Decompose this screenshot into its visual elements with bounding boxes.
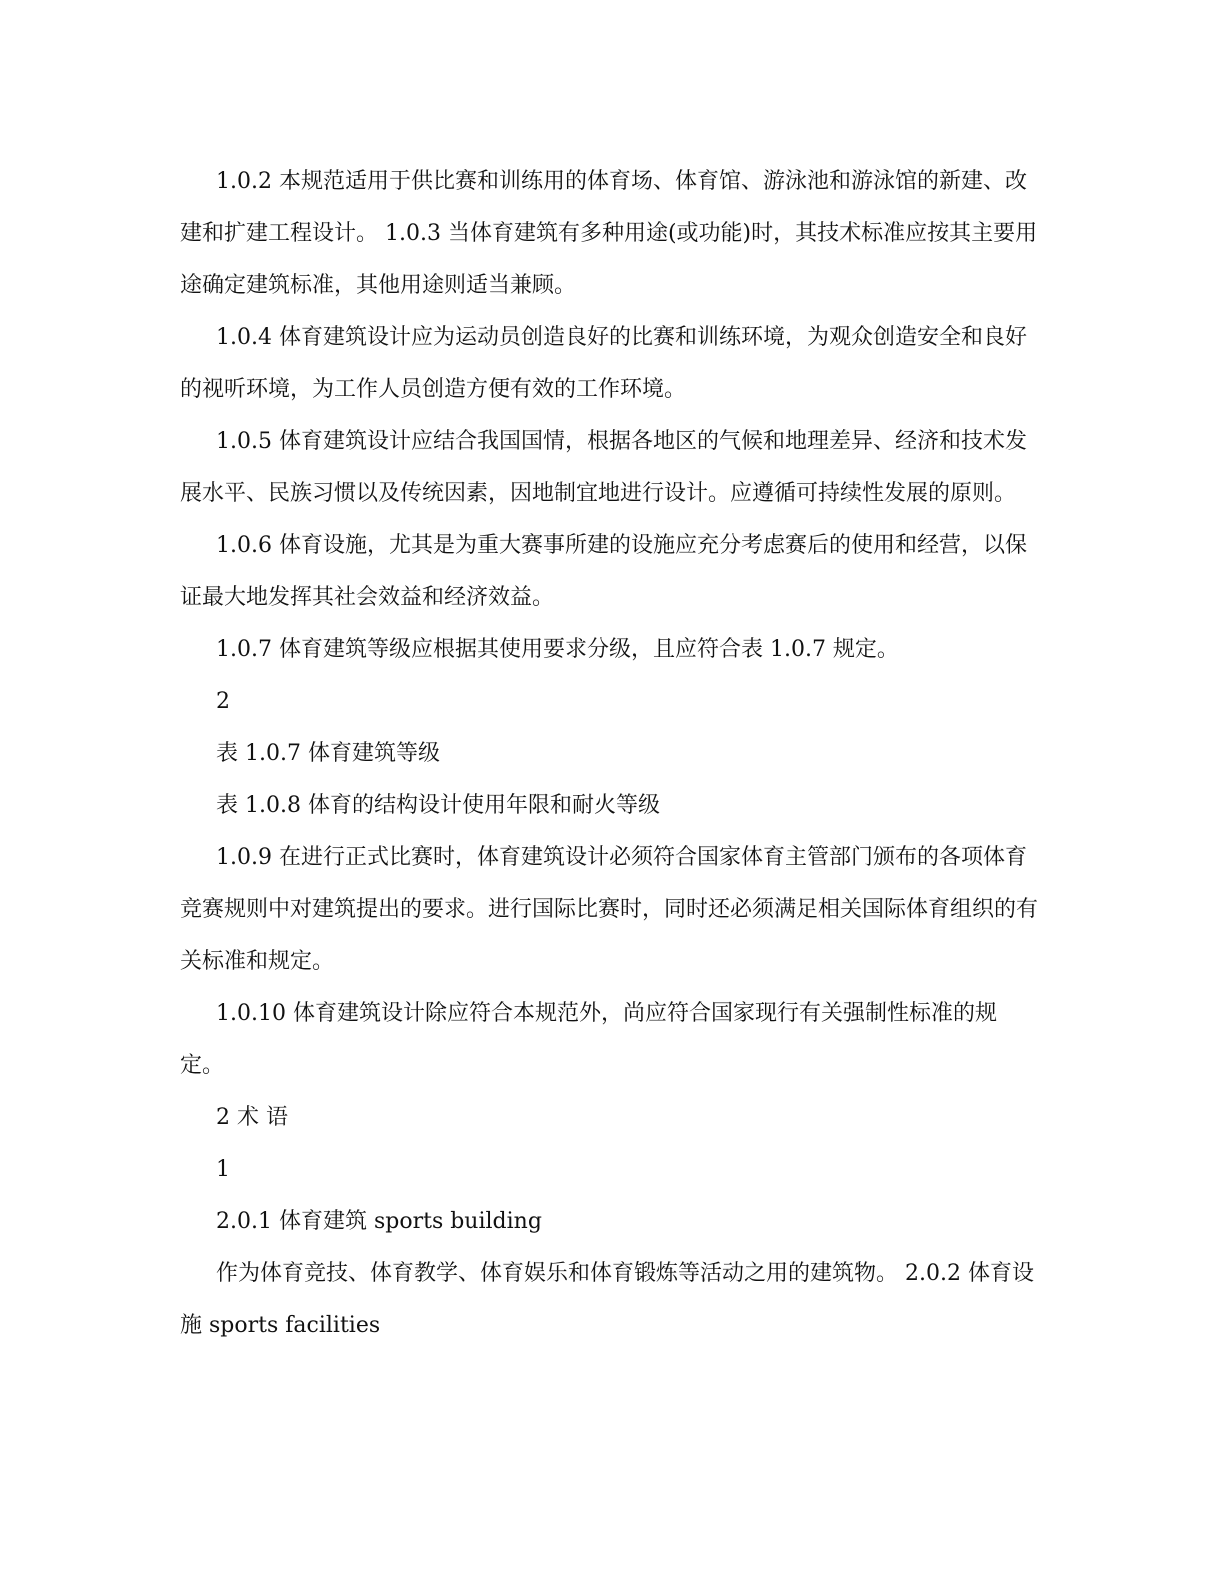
document-body [180, 156, 1040, 1352]
section-heading-terms: 2 术 语 [216, 1105, 288, 1130]
paragraph-1-0-7: 1.0.7 体育建筑等级应根据其使用要求分级，且应符合表 1.0.7 规定。 [216, 637, 899, 662]
page-marker-2: 2 [216, 689, 230, 714]
term-2-0-1-heading: 2.0.1 体育建筑 sports building [216, 1209, 542, 1234]
table-caption-1-0-8: 表 1.0.8 体育的结构设计使用年限和耐火等级 [216, 793, 660, 818]
page-marker-1: 1 [216, 1157, 230, 1182]
paragraph-1-0-10: 1.0.10 体育建筑设计除应符合本规范外，尚应符合国家现行有关强制性标准的规定。 [180, 1001, 997, 1078]
paragraph-1-0-2-and-1-0-3: 1.0.2 本规范适用于供比赛和训练用的体育场、体育馆、游泳池和游泳馆的新建、改建和扩建工程设计。 1.0.3 当体育建筑有多种用途(或功能)时，其技术标准应按其主要用途确定建筑标准，其他用途则适当兼顾。 [180, 169, 1038, 298]
paragraph-1-0-9: 1.0.9 在进行正式比赛时，体育建筑设计必须符合国家体育主管部门颁布的各项体育竞赛规则中对建筑提出的要求。进行国际比赛时，同时还必须满足相关国际体育组织的有关标准和规定。 [180, 845, 1039, 974]
term-2-0-1-definition-and-2-0-2: 作为体育竞技、体育教学、体育娱乐和体育锻炼等活动之用的建筑物。 2.0.2 体育设施 sports facilities [180, 1261, 1034, 1338]
paragraph-1-0-6: 1.0.6 体育设施，尤其是为重大赛事所建的设施应充分考虑赛后的使用和经营，以保证最大地发挥其社会效益和经济效益。 [180, 533, 1027, 610]
table-caption-1-0-7: 表 1.0.7 体育建筑等级 [216, 741, 440, 766]
paragraph-1-0-4: 1.0.4 体育建筑设计应为运动员创造良好的比赛和训练环境，为观众创造安全和良好的视听环境，为工作人员创造方便有效的工作环境。 [180, 325, 1027, 402]
paragraph-1-0-5: 1.0.5 体育建筑设计应结合我国国情，根据各地区的气候和地理差异、经济和技术发展水平、民族习惯以及传统因素，因地制宜地进行设计。应遵循可持续性发展的原则。 [180, 429, 1027, 506]
